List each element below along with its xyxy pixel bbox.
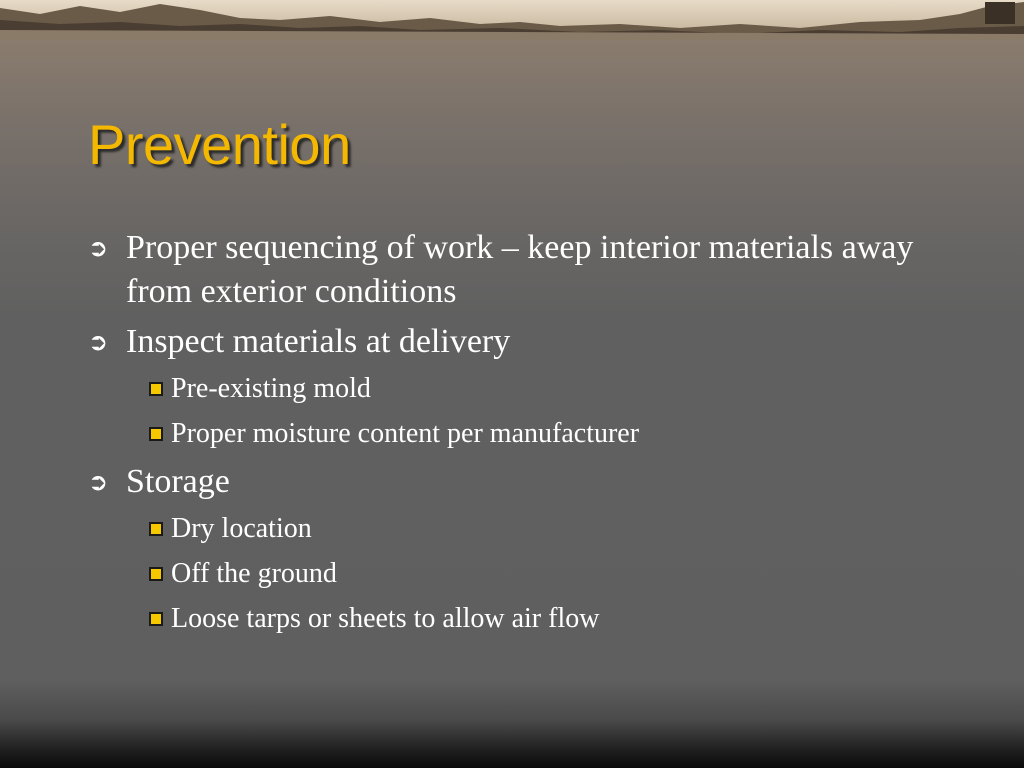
slide-title: Prevention — [88, 113, 351, 176]
sub-bullet-text: Dry location — [171, 513, 312, 544]
sub-bullet-item — [88, 415, 968, 453]
landscape-banner-graphic — [0, 0, 1024, 40]
yellow-square-icon — [149, 567, 163, 581]
sub-bullet-text: Pre-existing mold — [171, 373, 371, 404]
yellow-square-icon — [149, 522, 163, 536]
arrow-right-circle-icon: ➲ — [88, 234, 109, 262]
bullet-item — [88, 460, 968, 504]
sub-bullet-item — [88, 600, 968, 638]
bullet-list — [88, 226, 968, 645]
sub-bullet-item — [88, 555, 968, 593]
bullet-text: Inspect materials at delivery — [126, 323, 511, 360]
yellow-square-icon — [149, 382, 163, 396]
sub-bullet-item — [88, 370, 968, 408]
arrow-right-circle-icon: ➲ — [88, 468, 109, 496]
yellow-square-icon — [149, 427, 163, 441]
sub-bullet-text: Proper moisture content per manufacturer — [171, 418, 640, 449]
bullet-item — [88, 320, 968, 364]
sub-bullet-text: Off the ground — [171, 558, 337, 589]
yellow-square-icon — [149, 612, 163, 626]
arrow-right-circle-icon: ➲ — [88, 328, 109, 356]
sub-bullet-item — [88, 510, 968, 548]
decorative-banner — [0, 0, 1024, 40]
sub-bullet-text: Loose tarps or sheets to allow air flow — [171, 603, 600, 634]
bullet-text: Storage — [126, 463, 230, 500]
bullet-item — [88, 226, 968, 314]
bullet-text: Proper sequencing of work – keep interior materials away from exterior conditions — [126, 229, 914, 310]
